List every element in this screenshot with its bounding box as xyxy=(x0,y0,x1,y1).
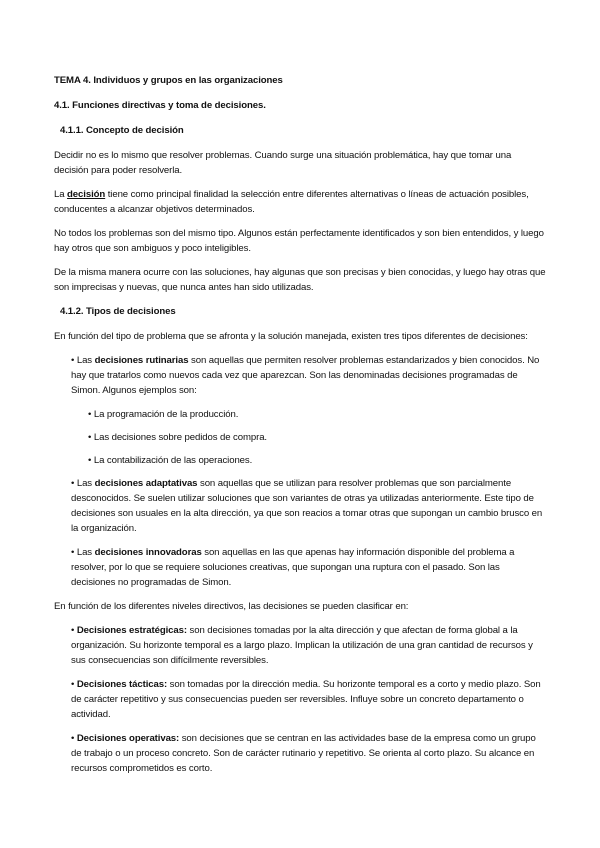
term-operativas: Decisiones operativas: xyxy=(74,733,180,744)
item-text: son aquellas en las que apenas hay información disponible del problema a resolver, por lo que se requiere soluciones creativas, que supongan una ruptura con el pasado. Son las decisiones no programadas de Simon. xyxy=(71,547,515,588)
list-item-adaptativas xyxy=(71,476,546,536)
example-item xyxy=(88,430,546,445)
bullet-icon: • xyxy=(71,478,75,489)
item-text: Las xyxy=(74,547,95,558)
term-decision: decisión xyxy=(67,189,106,200)
paragraph-tipos: En función del tipo de problema que se afronta y la solución manejada, existen tres tipos diferentes de decisiones: xyxy=(54,331,528,342)
section-heading-4-1-2: 4.1.2. Tipos de decisiones xyxy=(60,306,176,317)
document-body xyxy=(54,73,546,785)
bullet-icon: • xyxy=(71,547,75,558)
example-item xyxy=(88,453,546,468)
bullet-icon: • xyxy=(71,355,75,366)
bullet-icon: • xyxy=(71,625,75,636)
item-text: son decisiones que se centran en las actividades base de la empresa como un grupo de trabajo o un proceso concreto. Son de carácter rutinario y repetitivo. Se orienta al corto plazo. Su alcance en recursos comprometidos es corto. xyxy=(71,733,536,774)
paragraph-decidir: Decidir no es lo mismo que resolver problemas. Cuando surge una situación problemática, hay que tomar una decisión para poder resolverla. xyxy=(54,150,512,176)
paragraph-text: La xyxy=(54,189,68,200)
document-title: TEMA 4. Individuos y grupos en las organizaciones xyxy=(54,75,283,86)
example-item xyxy=(88,407,546,422)
section-heading-4-1-1: 4.1.1. Concepto de decisión xyxy=(60,125,184,136)
item-text: Las xyxy=(74,478,95,489)
item-text: son tomadas por la dirección media. Su horizonte temporal es a corto y medio plazo. Son de carácter repetitivo y sus consecuencias pueden ser reversibles. Influye sobre un concreto departamento o actividad. xyxy=(71,679,541,720)
paragraph-soluciones: De la misma manera ocurre con las soluciones, hay algunas que son precisas y bien conocidas, y luego hay otras que son imprecisas y nuevas, que nunca antes han sido utilizadas. xyxy=(54,267,546,293)
paragraph-problemas: No todos los problemas son del mismo tipo. Algunos están perfectamente identificados y son bien entendidos, y luego hay otros que son ambiguos y poco inteligibles. xyxy=(54,228,544,254)
item-text: son decisiones tomadas por la alta dirección y que afectan de forma global a la organización. Su horizonte temporal es a largo plazo. Implican la utilización de una gran cantidad de recursos y sus consecuencias son difícilmente reversibles. xyxy=(71,625,533,666)
item-text: son aquellas que se utilizan para resolver problemas que son parcialmente desconocidos. Se suelen utilizar soluciones que son variantes de otras ya utilizadas anteriormente. Este tipo de decisiones son usuales en la alta dirección, ya que son reacios a tomar otras que supongan un cambio brusco en la organización. xyxy=(71,478,543,534)
term-innovadoras: decisiones innovadoras xyxy=(94,547,202,558)
term-rutinarias: decisiones rutinarias xyxy=(94,355,189,366)
example-text: La programación de la producción. xyxy=(93,409,239,420)
list-item-innovadoras xyxy=(71,545,546,590)
term-estrategicas: Decisiones estratégicas: xyxy=(74,625,187,636)
bullet-icon: • xyxy=(71,679,75,690)
item-text: son aquellas que permiten resolver problemas estandarizados y bien conocidos. No hay que tratarlos como nuevos cada vez que aparezcan. Son las denominadas decisiones programadas de Simon. Algunos ejemplos son: xyxy=(71,355,540,396)
term-adaptativas: decisiones adaptativas xyxy=(94,478,198,489)
section-heading-4-1: 4.1. Funciones directivas y toma de decisiones. xyxy=(54,100,266,111)
bullet-icon: • xyxy=(88,455,92,466)
item-text: Las xyxy=(74,355,95,366)
bullet-icon: • xyxy=(71,733,75,744)
example-text: La contabilización de las operaciones. xyxy=(93,455,253,466)
list-item-operativas xyxy=(71,731,546,776)
example-text: Las decisiones sobre pedidos de compra. xyxy=(93,432,268,443)
term-tacticas: Decisiones tácticas: xyxy=(74,679,168,690)
bullet-icon: • xyxy=(88,432,92,443)
list-item-tacticas xyxy=(71,677,546,722)
paragraph-definicion xyxy=(54,187,546,217)
list-item-estrategicas xyxy=(71,623,546,668)
list-item-rutinarias xyxy=(71,353,546,398)
bullet-icon: • xyxy=(88,409,92,420)
paragraph-niveles: En función de los diferentes niveles directivos, las decisiones se pueden clasificar en: xyxy=(54,601,409,612)
paragraph-text: tiene como principal finalidad la selección entre diferentes alternativas o líneas de actuación posibles, conducentes a alcanzar objetivos determinados. xyxy=(54,189,529,215)
